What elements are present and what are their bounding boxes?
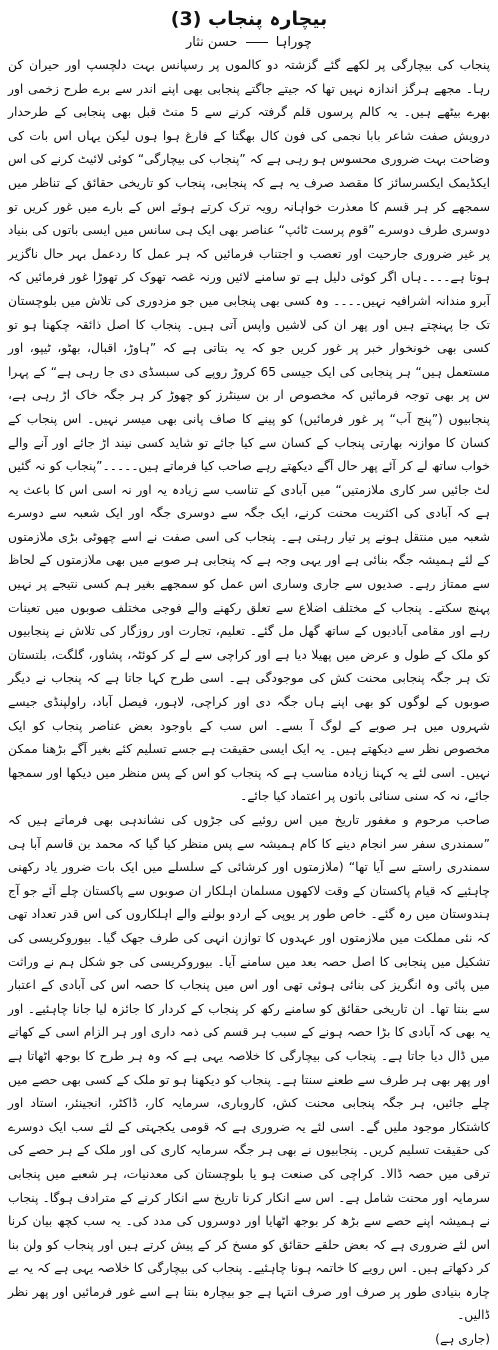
byline [8, 34, 490, 52]
paragraph: پنجاب کی بیچارگی پر لکھے گئے گزشتہ دو کالموں پر رسپانس بہت دلچسپ اور حیران کن رہا۔ مجھے ہرگز اندازہ نہیں تھا کہ جیتے جاگتے پنجابی بھی اپنے اندر سے برے طرح زخمی اور بھرے بیٹھے ہیں۔ یہ کالم پرسوں قلم گرفتہ کرنے سے 5 منٹ قبل بھی پنجابی کے طرحدار درویش صفت شاعر بابا نجمی کی فون کال بھگتا کے فارغ ہوا ہوں لیکن یہاں اس بات کی وضاحت بہت ضروری محسوس ہو رہی ہے کہ ”پنجاب کی بیچارگی“ کوئی لائیٹ کرنے کی اس ایکڈیمک ایکسرسائز کا مقصد صرف یہ ہے کہ پنجابی، پنجاب کو تاریخی حقائق کے تناظر میں سمجھے کر ہر قسم کا معذرت خواہانہ رویہ ترک کرتے ہوئے اس کے بارے میں غور کریں تو دوسری طرف دوسرے ”قوم پرست ٹائپ“ عناصر بھی ایک ہی سانس میں ایسی باتوں کی بنیاد پر غیر ضروری جارحیت اور تعصب و اجتناب فرمائیں کہ ہر عمل کا ردعمل بہر حال ناگزیر ہوتا ہے۔۔۔۔ہاں اگر کوئی دلیل ہے تو سامنے لائیں ورنہ غصہ تھوک کر تھوڑا غور فرمائیں کہ آبرو مندانہ اشرافیہ نہیں۔۔۔۔ وہ کسی بھی پنجابی میں جو مزدوری کی تلاش میں بلوچستان تک جا پہنچتے ہیں اور پھر ان کی لاشیں واپس آتی ہیں۔ پنجاب کا اصل ذائقہ چکھنا ہو تو کسی بھی خونخوار خبر پر غور کریں جو کہ یہ بتاتی ہے کہ ”ہاوڑ، اقبال، بھٹو، ٹیپو، اور مستعمل ہیں“ ہر پنجابی کی ایک جیسی 65 کروڑ روپے کی سبسڈی دی جا رہی ہے“ کے پہرا س پر بھی توجہ فرمائیں کہ مخصوص ار بن سینٹرز کو چھوڑ کر ہر جگہ خاک اڑ رہی ہے، پنجابیوں (”پنج آب“ پر غور فرمائیں) کو پینے کا صاف پانی بھی میسر نہیں۔ اس پنجاب کے کسان کا موازنہ بھارتی پنجاب کے کسان سے کیا جائے تو شاید کسی نیند اڑ جائے اور آنے والے خواب ساتھ لے کر آئے پھر حال آگے دیکھتے رہے صاحب کیا فرماتے ہیں۔۔۔۔۔”پنجاب کو نہ گئیں لٹ جائیں سر کاری ملازمتیں“ میں آبادی کے تناسب سے زیادہ یہ اور نہ اسی اس کا باعث یہ ہے کہ آبادی کی اکثریت محنت کرنے، ایک جگہ سے دوسری جگہ اور ایک شعبہ سے دوسرے شعبہ میں منتقل ہونے پر تیار رہتی ہے۔ پنجاب کی اسی صفت نے اسے چھوٹی بڑی ملازمتوں کے لئے ہمیشہ جگہ بنائی ہے اور یہی وجہ ہے کہ پنجابی ہر صوبے میں بھی ملازمتوں کے لحاظ سے ممتاز رہے۔ صدیوں سے جاری وساری اس عمل کو سمجھے بغیر ہم کسی نتیجے پر نہیں پہنچ سکتے۔ پنجاب کے مختلف اضلاع سے تعلق رکھنے والے فوجی مختلف صوبوں میں تعینات رہے اور مقامی آبادیوں کے ساتھ گھل مل گئے۔ تعلیم، تجارت اور روزگار کی تلاش نے پنجابیوں کو ملک کے طول و عرض میں پھیلا دیا ہے اور کراچی سے لے کر کوئٹہ، پشاور، گلگت، بلتستان تک ہر جگہ پنجابی محنت کش کی موجودگی ہے۔ اسی طرح کہا جاتا ہے کہ پنجاب نے دیگر صوبوں کے لوگوں کو بھی اپنے ہاں جگہ دی اور کراچی، لاہور، فیصل آباد، راولپنڈی جیسے شہروں میں ہر صوبے کے لوگ آ بسے۔ اس سب کے باوجود بعض عناصر پنجاب کو ایک مخصوص نظر سے دیکھتے ہیں۔ یہ ایک ایسی حقیقت ہے جسے تسلیم کئے بغیر آگے بڑھنا ممکن نہیں۔ اسی لئے یہ کہنا زیادہ مناسب ہے کہ پنجاب کو اس کے پس منظر میں دیکھا اور سمجھا جائے، نہ کہ سنی سنائی باتوں پر اعتماد کیا جائے۔ [8, 58, 490, 804]
byline-divider [246, 42, 268, 43]
paragraph: صاحب مرحوم و مغفور تاریخ میں اس روئیے کی جڑوں کی نشاندہی بھی فرماتے ہیں کہ ”سمندری سفر سر انجام دینے کا کام ہمیشہ سے پس منظر کیا گیا کہ محمد بن قاسم آبا ہی سمندری راستے سے آیا تھا“ (ملازمتوں اور کرشائی کے سلسلے میں ایک بات ضرور یاد رکھنی چاہئیے کہ قیام پاکستان کے وقت لاکھوں مسلمان اہلکار ان صوبوں سے پاکستان چلے آئے جو آج ہندوستان میں رہ گئے۔ خاص طور پر یوپی کے اردو بولنے والے اہلکاروں کی اس قدر تعداد تھی کہ نئی مملکت میں ملازمتوں اور عہدوں کا توازن انہی کی طرف جھک گیا۔ بیوروکریسی کی تشکیل میں پنجابی کا اصل حصہ بعد میں سامنے آیا۔ بیوروکریسی کی جو شکل ہم نے وراثت میں پائی وہ انگریز کی بنائی ہوئی تھی اور اس میں پنجاب کا حصہ اس کی آبادی کے اعتبار سے بنتا تھا۔ ان تاریخی حقائق کو سامنے رکھ کر پنجاب کے کردار کا جائزہ لیا جانا چاہئیے۔ اور یہ بھی کہ آبادی کا بڑا حصہ ہونے کے سبب ہر قسم کی ذمہ داری اور ہر الزام اسی کے کھاتے میں ڈال دیا جاتا ہے۔ پنجاب کی بیچارگی کا خلاصہ یہی ہے کہ وہ ہر طرح کا بوجھ اٹھاتا ہے اور پھر بھی ہر طرف سے طعنے سنتا ہے۔ پنجاب کو دیکھنا ہو تو ملک کے کسی بھی حصے میں چلے جائیں، ہر جگہ پنجابی محنت کش، کاروباری، سرمایہ کار، ڈاکٹر، انجینئر، استاد اور کاشتکار موجود ملیں گے۔ اسی لئے یہ ضروری ہے کہ قومی یکجہتی کے لئے سب ایک دوسرے کی حقیقت تسلیم کریں۔ پنجابیوں نے بھی ہر جگہ سرمایہ کاری کی اور ملک کے ہر حصے کی ترقی میں حصہ ڈالا۔ کراچی کی صنعت ہو یا بلوچستان کی معدنیات، ہر شعبے میں پنجابی سرمایہ اور محنت شامل ہے۔ اس سے انکار کرنا تاریخ سے انکار کرنے کے مترادف ہوگا۔ پنجاب نے ہمیشہ اپنے حصے سے بڑھ کر بوجھ اٹھایا اور دوسروں کی مدد کی۔ یہ سب کچھ بیان کرنا اس لئے ضروری ہے کہ بعض حلقے حقائق کو مسخ کر کے پیش کرتے ہیں اور پنجاب کو ولن بنا کر دکھاتے ہیں۔ اس رویے کا خاتمہ ہونا چاہئیے۔ پنجاب کی بیچارگی کا خلاصہ یہی ہے کہ یہ بے چارہ بنیادی طور پر صرف اور صرف انتہا ہے جو بیچارہ بنتا ہے اسے غور فرمائیں اور پھر نظر ڈالیں۔ [8, 813, 490, 1323]
author-name: حسن نثار [186, 35, 238, 50]
column-body [8, 54, 490, 1328]
column-section-name: چوراہا [275, 35, 312, 50]
column-title: بیچارہ پنجاب (3) [170, 8, 328, 30]
continued-note: (جاری ہے) [435, 1332, 490, 1347]
